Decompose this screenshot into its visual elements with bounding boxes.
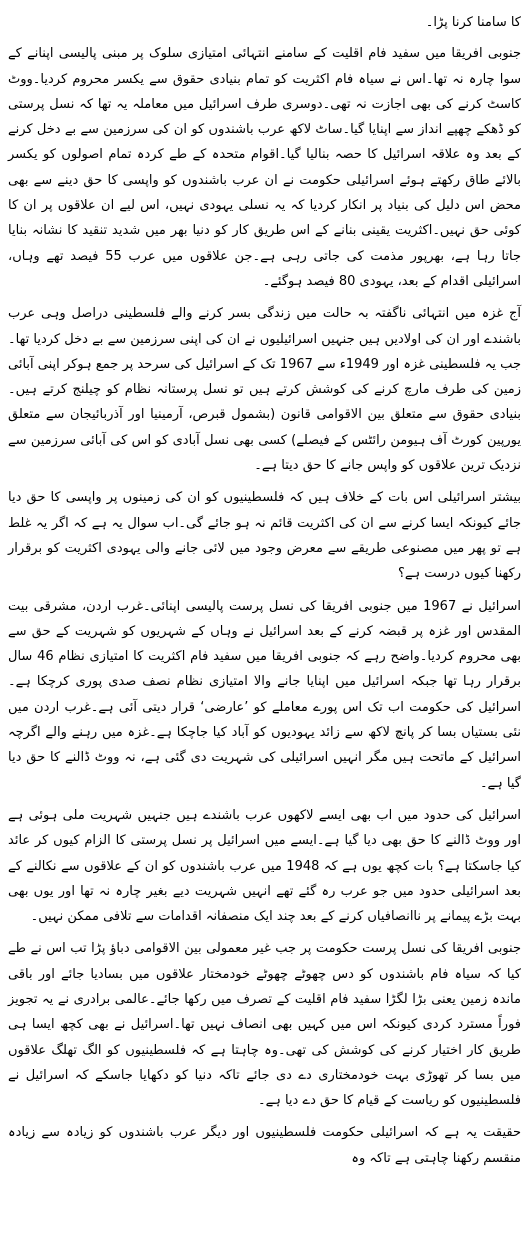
paragraph-intro-fragment: کا سامنا کرنا پڑا۔ — [425, 15, 521, 30]
paragraph-israeli-majority: بیشتر اسرائیلی اس بات کے خلاف ہیں کہ فلسطینیوں کو ان کی زمینوں پر واپسی کا حق دیا جائے کیونکہ ایسا کرنے سے ان کی اکثریت قائم نہ ہو جائے گی۔اب سوال یہ ہے کہ اگر یہ غلط ہے تو پھر میں مصنوعی طریقے سے معرض وجود میں لائی جانے والی یہودی اکثریت کو برقرار رکھنا کیوں درست ہے؟ — [8, 490, 521, 582]
paragraph-gaza-refugees: آج غزہ میں انتہائی ناگفتہ بہ حالت میں زندگی بسر کرنے والے فلسطینی دراصل وہی عرب باشندے اور ان کی اولادیں ہیں جنہیں اسرائیلیوں نے ان کی اپنی سرزمین سے بے دخل کردیا تھا۔جب یہ فلسطینی غزہ اور 1949ء سے 1967 تک کے اسرائیل کی سرحد پر جمع ہوکر اپنی آبائی زمین کی طرف مارچ کرنے کی کوشش کرتے ہیں تو نسل پرستانہ نظام کو چیلنج کرتے ہیں۔بنیادی حقوق سے متعلق بین الاقوامی قانون (بشمول قبرص، آرمینیا اور آذربائیجان سے متعلق یورپین کورٹ آف ہیومن رائٹس کے فیصلے) کسی بھی نسل آبادی کو اس کی آبائی سرزمین سے نزدیک ترین علاقوں کو واپس جانے کا حق دیتا ہے۔ — [8, 306, 521, 474]
paragraph-bantustans: جنوبی افریقا کی نسل پرست حکومت پر جب غیر معمولی بین الاقوامی دباؤ پڑا تب اس نے طے کیا کہ سیاہ فام باشندوں کو دس چھوٹے چھوٹے خودمختار علاقوں میں بسادیا جائے اور باقی ماندہ زمین یعنی بڑا لگڑا سفید فام اقلیت کے تصرف میں رکھا جائے۔عالمی برادری نے یہ تجویز فوراً مسترد کردی کیونکہ اس میں کہیں بھی انصاف نہیں تھا۔اسرائیل نے بھی کچھ ایسا ہی طریق کار اختیار کرنے کی کوشش کی تھی۔وہ چاہتا ہے کہ فلسطینیوں کو الگ تھلگ علاقوں میں بسا کر تھوڑی بہت خودمختاری دے دی جائے تاکہ دنیا کو دکھایا جاسکے کہ اسرائیل نے فلسطینیوں کو ریاست کے قیام کا حق دے دیا ہے۔ — [8, 941, 521, 1109]
paragraph-south-africa-apartheid: جنوبی افریقا میں سفید فام اقلیت کے سامنے انتہائی امتیازی سلوک پر مبنی پالیسی اپنانے کے سوا چارہ نہ تھا۔اس نے سیاہ فام اکثریت کو تمام بنیادی حقوق سے یکسر محروم کردیا۔ووٹ کاسٹ کرنے کی بھی اجازت نہ تھی۔دوسری طرف اسرائیل میں معاملہ یہ تھا کہ نسل پرستی کو ڈھکے چھپے انداز سے اپنایا گیا۔ساٹ لاکھ عرب باشندوں کو ان کی سرزمین سے بے دخل کرنے کے بعد وہ علاقہ اسرائیل کا حصہ بنالیا گیا۔اقوام متحدہ کے طے کردہ تمام اصولوں کو یکسر بالائے طاق رکھتے ہوئے اسرائیلی حکومت نے ان عرب باشندوں کو واپسی کا حق دینے سے بھی محض اس دلیل کی بنیاد پر انکار کردیا کہ یہ نسلی یہودی نہیں، اس لیے ان علاقوں پر ان کا کوئی حق نہیں۔اکثریت یقینی بنانے کے اس طریق کار کو دنیا بھر میں شدید تنقید کا نشانہ بنایا جاتا رہا ہے، بھرپور مذمت کی جاتی رہی ہے۔جن علاقوں میں عرب 55 فیصد تھے وہاں، اسرائیلی اقدام کے بعد، یہودی 80 فیصد ہوگئے۔ — [8, 46, 521, 289]
paragraph-1967-occupation: اسرائیل نے 1967 میں جنوبی افریقا کی نسل پرست پالیسی اپنائی۔غرب اردن، مشرقی بیت المقدس اور غزہ پر قبضہ کرنے کے بعد اسرائیل نے وہاں کے شہریوں کو شہریت کے حق سے بھی محروم کردیا۔واضح رہے کہ جنوبی افریقا میں سفید فام اکثریت کا امتیازی نظام 46 سال برقرار رہا تھا جبکہ اسرائیل میں اپنایا جانے والا امتیازی نظام نصف صدی پوری کرچکا ہے۔اسرائیل کی حکومت اب تک اس پورے معاملے کو ’عارضی‘ قرار دیتی آئی ہے۔غرب اردن میں نئی بستیاں بسا کر پانچ لاکھ سے زائد یہودیوں کو آباد کیا جاچکا ہے۔غزہ میں رہنے والے اگرچہ اسرائیل کے ماتحت ہیں مگر انہیں اسرائیلی کی شہریت دی گئی ہے، نہ ووٹ ڈالنے کا حق دیا گیا ہے۔ — [8, 598, 521, 791]
paragraph-arab-citizens: اسرائیل کی حدود میں اب بھی ایسے لاکھوں عرب باشندے ہیں جنہیں شہریت ملی ہوئی ہے اور ووٹ ڈالنے کا حق بھی دیا گیا ہے۔ایسے میں اسرائیل پر نسل پرستی کا الزام کیوں کر عائد کیا جاسکتا ہے؟ بات کچھ یوں ہے کہ 1948 میں عرب باشندوں کو ان کے علاقوں سے نکالنے کے بعد اسرائیلی حدود میں جو عرب رہ گئے تھے انہیں شہریت دیے بغیر چارہ نہ تھا اور یوں بھی بہت بڑے پیمانے پر ناانصافیاں کرنے کے بعد چند ایک منصفانہ اقدامات سے تلافی ممکن نہیں۔ — [8, 807, 521, 925]
paragraph-conclusion-fragment: حقیقت یہ ہے کہ اسرائیلی حکومت فلسطینیوں اور دیگر عرب باشندوں کو زیادہ سے زیادہ منقسم رکھنا چاہتی ہے تاکہ وہ — [8, 1125, 521, 1166]
